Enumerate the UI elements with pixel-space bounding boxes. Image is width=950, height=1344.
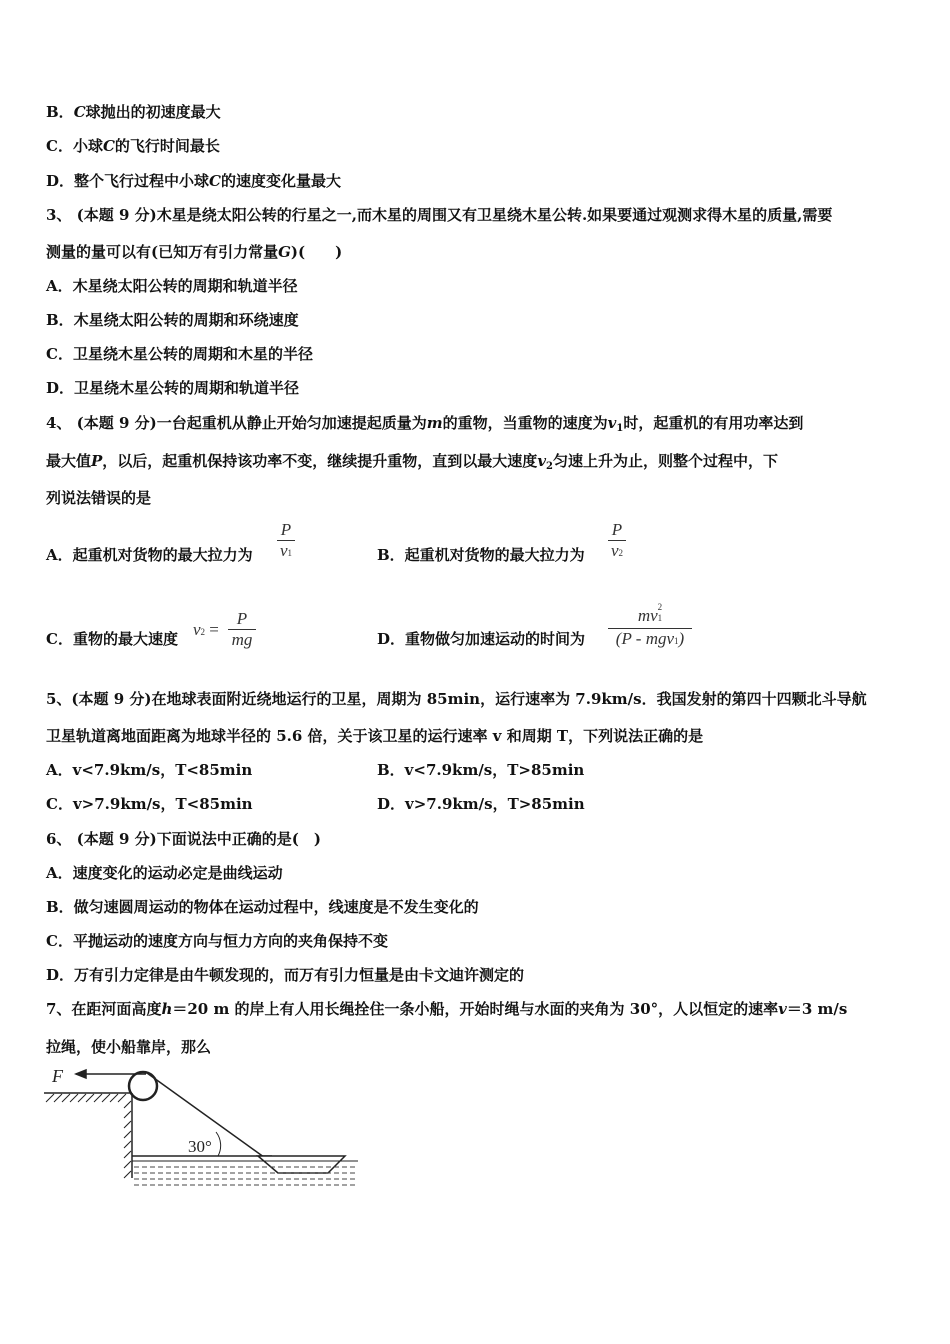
q3-stem-line2: 测量的量可以有(已知万有引力常量G)( ) [46,243,343,261]
ground-hatch [78,1094,86,1102]
q2-option-d: D．整个飞行过程中小球C的速度变化量最大 [46,172,341,190]
q4-stem-line2: 最大值P，以后，起重机保持该功率不变，继续提升重物，直到以最大速度$v_2$匀速上升为止，则整个过程中，下 [46,452,779,472]
angle-label: 30° [188,1137,212,1156]
q4-formula-c: P mg [228,609,256,650]
q4-option-a: A．起重机对货物的最大拉力为 [46,546,253,564]
ground-hatch [70,1094,78,1102]
pulley [129,1072,157,1100]
angle-arc [216,1132,221,1156]
q5-option-d: D．v>7.9km/s，T>85min [377,795,585,813]
force-label: F [52,1066,63,1086]
q6-option-a: A．速度变化的运动必定是曲线运动 [46,864,283,882]
q5-stem-line2: 卫星轨道离地面距离为地球半径的 5.6 倍，关于该卫星的运行速率 v 和周期 T，下列说法正确的是 [46,727,704,745]
q7-stem-line2: 拉绳，使小船靠岸，那么 [46,1038,212,1056]
q3-option-b: B．木星绕太阳公转的周期和环绕速度 [46,311,299,329]
q5-stem-line1: 5、(本题 9 分)在地球表面附近绕地运行的卫星，周期为 85min，运行速率为 7.9km/s．我国发射的第四十四颗北斗导航 [46,690,867,708]
wall-hatch [124,1171,131,1178]
ground-hatch [86,1094,94,1102]
wall-hatch [124,1121,131,1128]
q6-option-d: D．万有引力定律是由牛顿发现的，而万有引力恒量是由卡文迪许测定的 [46,966,525,984]
q4-option-b: B．起重机对货物的最大拉力为 [377,546,585,564]
force-arrow-head [76,1070,86,1078]
ground-hatch [94,1094,102,1102]
q4-formula-d: mv 2 1 (P - mgv1) [608,606,692,651]
wall-hatch [124,1131,131,1138]
q3-option-c: C．卫星绕木星公转的周期和木星的半径 [46,345,313,363]
ground-hatch [102,1094,110,1102]
q4-formula-c-lhs: v2 = [193,620,219,639]
ground-hatch [62,1094,70,1102]
wall-hatch [124,1101,131,1108]
q5-option-c: C．v>7.9km/s，T<85min [46,795,253,813]
q6-option-b: B．做匀速圆周运动的物体在运动过程中，线速度是不发生变化的 [46,898,479,916]
q2-option-b: B．C球抛出的初速度最大 [46,103,221,121]
q7-stem-line1: 7、在距河面高度h＝20 m 的岸上有人用长绳拴住一条小船，开始时绳与水面的夹角为 30°，人以恒定的速率v＝3 m/s [46,1000,848,1018]
boat-pulley-figure [40,1060,370,1190]
wall-hatch [124,1111,131,1118]
ground-hatch [110,1094,118,1102]
q6-stem: 6、 (本题 9 分)下面说法中正确的是( ) [46,830,321,848]
wall-hatch [124,1151,131,1158]
q2-option-c: C．小球C的飞行时间最长 [46,137,220,155]
q4-option-c: C．重物的最大速度 [46,630,178,648]
ground-hatch [118,1094,126,1102]
q3-option-a: A．木星绕太阳公转的周期和轨道半径 [46,277,298,295]
q4-stem-line3: 列说法错误的是 [46,489,152,507]
wall-hatch [124,1161,131,1168]
q4-option-d: D．重物做匀加速运动的时间为 [377,630,586,648]
q5-option-b: B．v<7.9km/s，T>85min [377,761,585,779]
ground-hatch [54,1094,62,1102]
q4-formula-a: P v1 [277,520,295,563]
q5-option-a: A．v<7.9km/s，T<85min [46,761,253,779]
q3-stem-line1: 3、 (本题 9 分)木星是绕太阳公转的行星之一,而木星的周围又有卫星绕木星公转.如果要通过观测求得木星的质量,需要 [46,206,833,224]
ground-hatch [46,1094,54,1102]
q4-formula-b: P v2 [608,520,626,563]
q4-stem-line1: 4、 (本题 9 分)一台起重机从静止开始匀加速提起质量为m的重物，当重物的速度为$v_1$时，起重机的有用功率达到 [46,414,804,434]
boat [258,1156,345,1173]
wall-hatch [124,1141,131,1148]
q3-option-d: D．卫星绕木星公转的周期和轨道半径 [46,379,300,397]
q6-option-c: C．平抛运动的速度方向与恒力方向的夹角保持不变 [46,932,388,950]
